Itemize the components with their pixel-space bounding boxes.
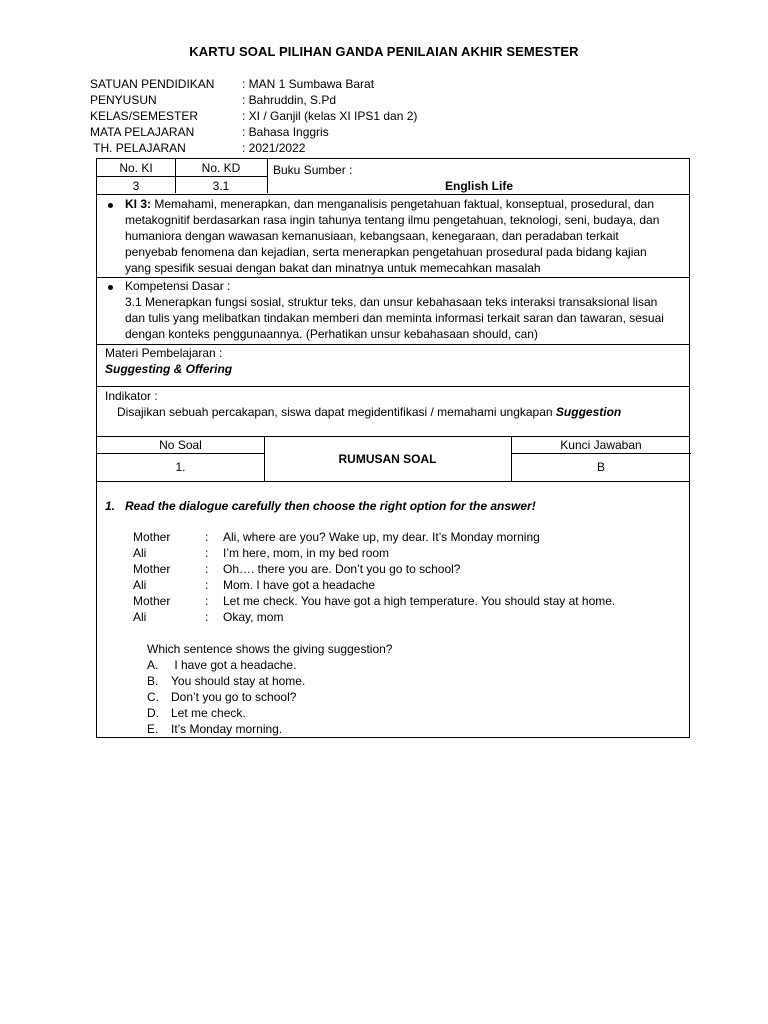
ki-line: [125, 196, 685, 212]
kd-line: dan tulis yang melibatkan tindakan memberi dan meminta informasi terkait saran dan tawaran, sesuai: [125, 311, 664, 325]
indikator-text: [117, 404, 621, 420]
header-label: SATUAN PENDIDIKAN: [90, 77, 215, 91]
option-text: It’s Monday morning.: [171, 722, 283, 736]
dialogue-colon: :: [205, 546, 209, 560]
ki-line: humaniora dengan wawasan kemanusiaan, kebangsaan, kenegaraan, dan peradaban terkait: [125, 229, 619, 243]
bullet-icon: [108, 203, 113, 208]
divider: [97, 194, 689, 195]
header-row-satuan: [90, 77, 374, 93]
header-row-tahun: [90, 141, 305, 157]
header-row-kelas: [90, 109, 417, 125]
dialogue-colon: :: [205, 610, 209, 624]
dialogue-line: Ali, where are you? Wake up, my dear. It’s Monday morning: [223, 530, 540, 544]
kd-line: dengan konteks penggunaannya. (Perhatikan unsur kebahasaan should, can): [125, 327, 538, 341]
ki-block: [125, 196, 685, 276]
materi-label: Materi Pembelajaran :: [105, 346, 223, 360]
soal-card-table: [96, 158, 690, 738]
materi-value: Suggesting & Offering: [105, 362, 233, 376]
no-soal-value: 1.: [175, 460, 186, 474]
no-kd-value: 3.1: [212, 179, 230, 193]
header-value: : Bahasa Inggris: [242, 125, 329, 139]
option-text: I have got a headache.: [171, 658, 297, 672]
header-value: : 2021/2022: [242, 141, 306, 155]
kd-block: [125, 294, 685, 342]
question-instruction: 1. Read the dialogue carefully then choose the right option for the answer!: [105, 499, 536, 513]
option-text: You should stay at home.: [171, 674, 306, 688]
kunci-jawaban-value: B: [596, 460, 605, 474]
option-c: [97, 689, 691, 705]
kd-label: Kompetensi Dasar :: [125, 279, 231, 293]
header-label: KELAS/SEMESTER: [90, 109, 199, 123]
dialogue-line: Oh…. there you are. Don’t you go to school?: [223, 562, 461, 576]
no-kd-label: No. KD: [201, 161, 241, 175]
option-letter: D.: [147, 706, 159, 720]
option-e: [97, 721, 691, 737]
dialogue-line: Mom. I have got a headache: [223, 578, 376, 592]
question-stem: Which sentence shows the giving suggestion?: [147, 642, 393, 656]
ki-label: KI 3:: [125, 197, 152, 211]
dialogue-row: [97, 529, 691, 545]
divider: [97, 453, 264, 454]
ki-text: Memahami, menerapkan, dan menganalisis pengetahuan faktual, konseptual, prosedural, dan: [151, 197, 655, 211]
header-value: : XI / Ganjil (kelas XI IPS1 dan 2): [242, 109, 418, 123]
dialogue-row: [97, 561, 691, 577]
dialogue-colon: :: [205, 530, 209, 544]
header-row-mapel: [90, 125, 329, 141]
bullet-icon: [108, 285, 113, 290]
dialogue-row: [97, 545, 691, 561]
dialogue-row: [97, 593, 691, 609]
kd-line: 3.1 Menerapkan fungsi sosial, struktur teks, dan unsur kebahasaan teks interaksi transaksional lisan: [125, 295, 658, 309]
header-label: PENYUSUN: [90, 93, 157, 107]
dialogue-speaker: Ali: [133, 546, 147, 560]
buku-sumber-label: Buku Sumber :: [273, 163, 353, 177]
header-value: : MAN 1 Sumbawa Barat: [242, 77, 375, 91]
dialogue-speaker: Mother: [133, 562, 171, 576]
option-a: [97, 657, 691, 673]
no-ki-value: 3: [132, 179, 140, 193]
kunci-jawaban-label: Kunci Jawaban: [560, 438, 642, 452]
option-letter: E.: [147, 722, 159, 736]
option-text: Let me check.: [171, 706, 246, 720]
option-letter: C.: [147, 690, 159, 704]
dialogue-colon: :: [205, 594, 209, 608]
indikator-emphasis: Suggestion: [555, 405, 622, 419]
dialogue-line: I’m here, mom, in my bed room: [223, 546, 390, 560]
option-letter: B.: [147, 674, 159, 688]
divider: [97, 481, 689, 482]
document-title: KARTU SOAL PILIHAN GANDA PENILAIAN AKHIR SEMESTER: [189, 44, 579, 59]
header-label: TH. PELAJARAN: [90, 141, 186, 155]
indikator-body: Disajikan sebuah percakapan, siswa dapat megidentifikasi / memahami ungkapan: [117, 405, 556, 419]
option-text: Don’t you go to school?: [171, 690, 297, 704]
ki-line: metakognitif berdasarkan rasa ingin tahunya tentang ilmu pengetahuan, teknologi, seni, budaya, dan: [125, 213, 660, 227]
option-letter: A.: [147, 658, 159, 672]
dialogue-colon: :: [205, 578, 209, 592]
divider: [97, 436, 689, 437]
option-b: [97, 673, 691, 689]
divider: [97, 386, 689, 387]
divider: [97, 176, 267, 177]
no-ki-label: No. KI: [119, 161, 153, 175]
header-label: MATA PELAJARAN: [90, 125, 195, 139]
indikator-label: Indikator :: [105, 389, 158, 403]
header-value: : Bahruddin, S.Pd: [242, 93, 337, 107]
dialogue-speaker: Mother: [133, 530, 171, 544]
option-d: [97, 705, 691, 721]
no-soal-label: No Soal: [159, 438, 202, 452]
dialogue-row: [97, 577, 691, 593]
rumusan-soal-label: RUMUSAN SOAL: [338, 452, 437, 466]
dialogue-line: Let me check. You have got a high temperature. You should stay at home.: [223, 594, 616, 608]
buku-sumber-value: English Life: [444, 179, 513, 193]
header-row-penyusun: [90, 93, 336, 109]
dialogue-speaker: Ali: [133, 578, 147, 592]
dialogue-speaker: Mother: [133, 594, 171, 608]
ki-line: penyebab fenomena dan kejadian, serta menerapkan pengetahuan prosedural pada bidang kajian: [125, 245, 647, 259]
dialogue-line: Okay, mom: [223, 610, 284, 624]
dialogue-speaker: Ali: [133, 610, 147, 624]
divider: [511, 453, 691, 454]
ki-line: yang spesifik sesuai dengan bakat dan minatnya untuk memecahkan masalah: [125, 261, 541, 275]
dialogue-row: [97, 609, 691, 625]
dialogue-colon: :: [205, 562, 209, 576]
